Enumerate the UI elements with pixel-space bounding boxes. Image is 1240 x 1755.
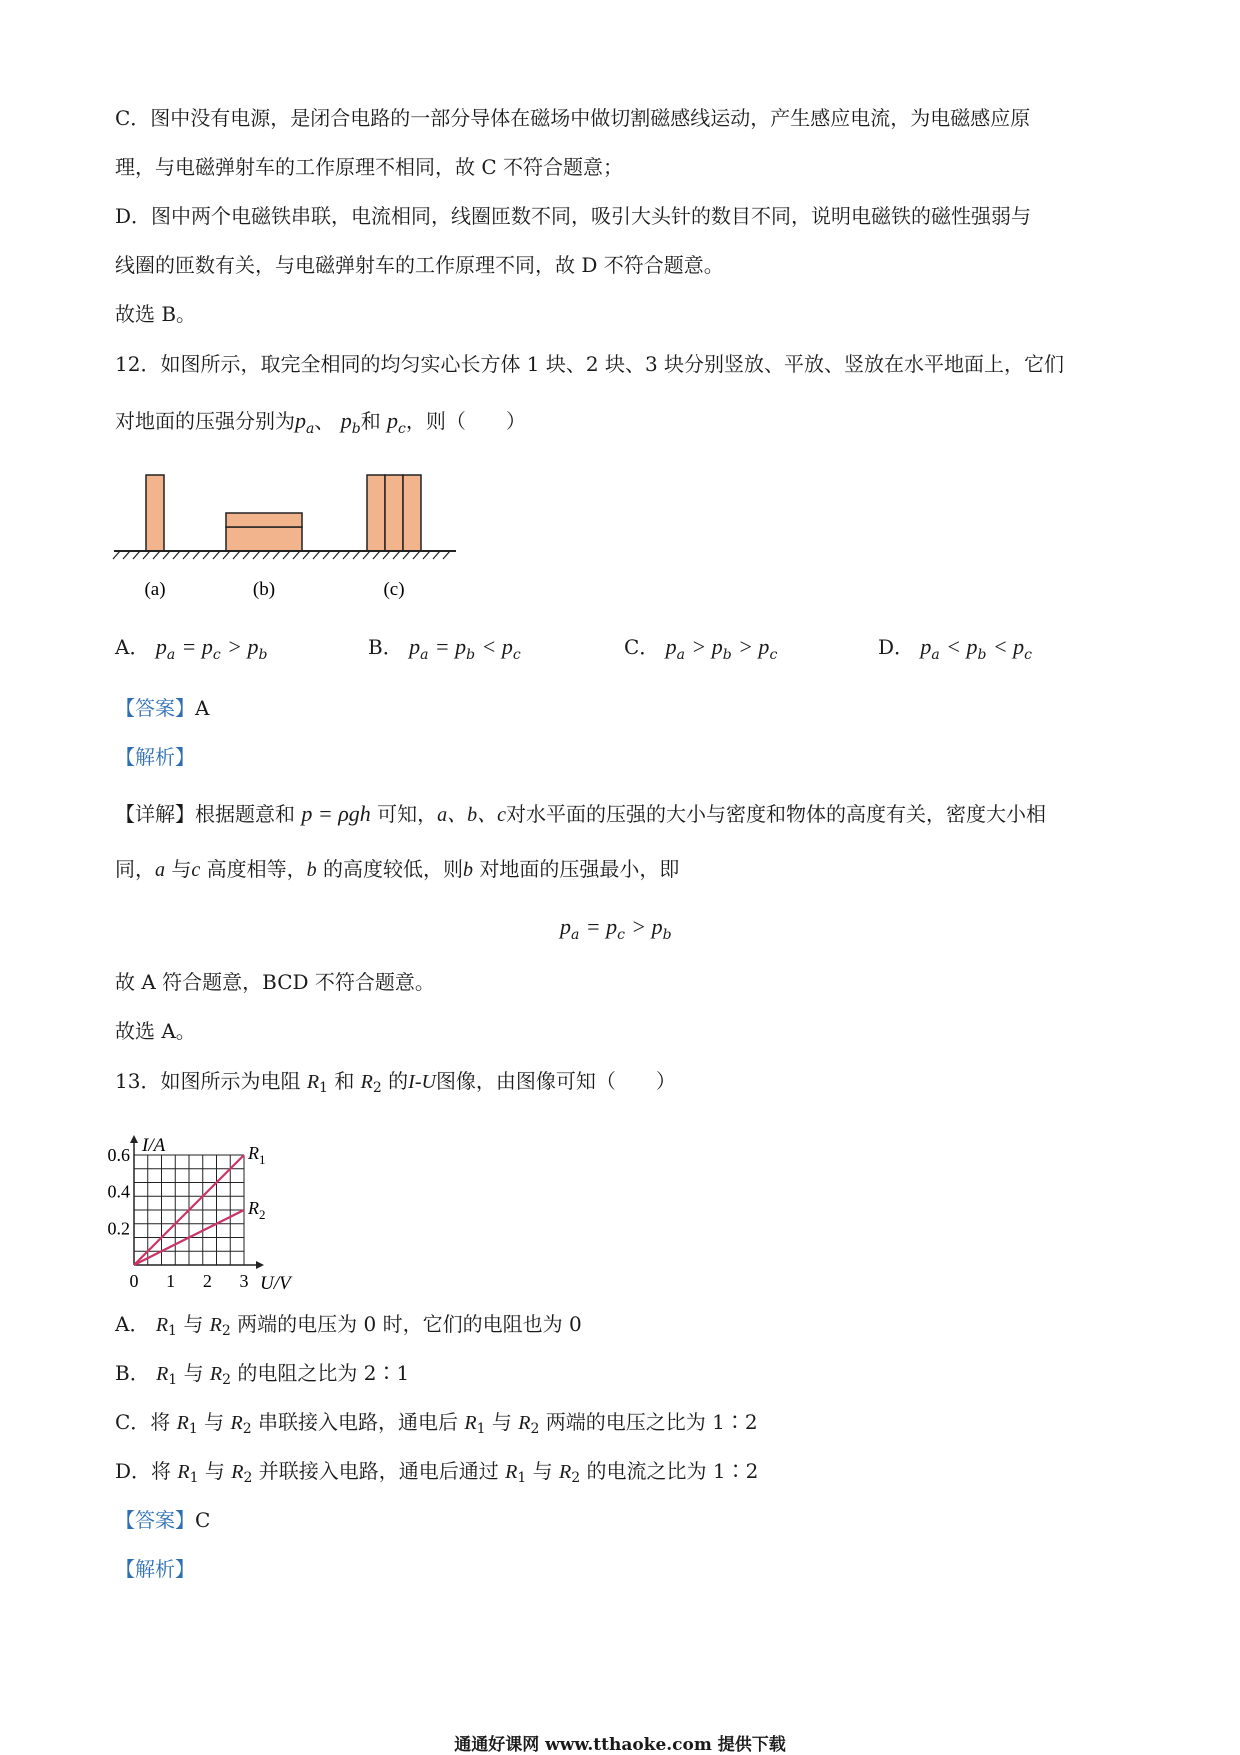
footer: 通通好课网 www.tthaoke.com 提供下载 (454, 1735, 786, 1755)
label-c: (c) (383, 579, 405, 600)
q12-option-d[interactable]: D． $p_a < p_b < p_c$ (878, 634, 1033, 663)
q12-option-b[interactable]: B． $p_a = p_b < p_c$ (368, 634, 521, 663)
y-tick-label: 0.4 (107, 1181, 130, 1202)
q12-result-formula: $p_a = p_c > p_b$ (560, 914, 672, 943)
text-line: 故 A 符合题意，BCD 不符合题意。 (115, 970, 435, 994)
y-axis-arrow (130, 1135, 138, 1143)
block-c-2 (385, 475, 403, 551)
text-line: 故选 B。 (115, 302, 197, 326)
q13-answer: 【答案】C (115, 1508, 211, 1532)
block-b-lower (226, 527, 302, 551)
q12-detail-1: 【详解】根据题意和 p = ρgh 可知，a、b、c对水平面的压强的大小与密度和物体的高度有关，密度大小相 (115, 801, 1047, 826)
q12-answer: 【答案】A (115, 696, 210, 720)
q12-option-a[interactable]: A． $p_a = p_c > p_b$ (115, 634, 268, 663)
ground-hatch (113, 551, 450, 559)
text-line: D．图中两个电磁铁串联，电流相同，线圈匝数不同，吸引大头针的数目不同，说明电磁铁的磁性强弱与 (115, 204, 1032, 228)
text-line: C．图中没有电源，是闭合电路的一部分导体在磁场中做切割磁感线运动，产生感应电流，为电磁感应原 (115, 106, 1031, 130)
y-axis-label: I/A (142, 1135, 166, 1156)
q12-figure (110, 465, 470, 610)
block-c-1 (367, 475, 385, 551)
block-b-upper (226, 513, 302, 527)
label-a: (a) (144, 579, 166, 600)
q13-analysis-tag: 【解析】 (115, 1557, 195, 1581)
text-line: 故选 A。 (115, 1019, 196, 1043)
q12-detail-2: 同，a 与c 高度相等，b 的高度较低，则b 对地面的压强最小，即 (115, 857, 680, 881)
x-axis-arrow (256, 1261, 264, 1269)
series-label-r1: $R_1$ (248, 1143, 266, 1167)
text-line: 线圈的匝数有关，与电磁弹射车的工作原理不同，故 D 不符合题意。 (115, 253, 724, 277)
block-a (146, 475, 164, 551)
iu-chart (107, 1110, 340, 1300)
q13-option-d[interactable]: D．将 $R_1$ 与 $R_2$ 并联接入电路，通电后通过 $R_1$ 与 $R_2$ 的电流之比为 1∶2 (115, 1459, 759, 1486)
label-b: (b) (252, 579, 276, 600)
q12-analysis-tag: 【解析】 (115, 745, 195, 769)
y-tick-label: 0.2 (107, 1218, 130, 1239)
y-tick-label: 0.6 (107, 1145, 130, 1165)
q12-stem: 12．如图所示，取完全相同的均匀实心长方体 1 块、2 块、3 块分别竖放、平放、竖放在水平地面上，它们 (115, 352, 1065, 376)
series-label-r2: $R_2$ (248, 1198, 266, 1222)
x-tick-label: 0 (129, 1271, 139, 1291)
q12-option-c[interactable]: C． $p_a > p_b > p_c$ (624, 634, 778, 663)
x-tick-label: 3 (239, 1271, 249, 1291)
x-tick-label: 2 (202, 1271, 212, 1291)
x-tick-label: 1 (166, 1271, 176, 1291)
text-line: 理，与电磁弹射车的工作原理不相同，故 C 不符合题意； (115, 155, 624, 179)
x-axis-label: U/V (260, 1273, 291, 1294)
q13-option-a[interactable]: A． $R_1$ 与 $R_2$ 两端的电压为 0 时，它们的电阻也为 0 (115, 1312, 582, 1339)
q13-stem: 13．如图所示为电阻 $R_1$ 和 $R_2$ 的I-U图像，由图像可知（ ） (115, 1069, 676, 1096)
block-c-3 (403, 475, 421, 551)
q13-option-b[interactable]: B． $R_1$ 与 $R_2$ 的电阻之比为 2∶1 (115, 1361, 410, 1388)
q13-option-c[interactable]: C．将 $R_1$ 与 $R_2$ 串联接入电路，通电后 $R_1$ 与 $R_2$ 两端的电压之比为 1∶2 (115, 1410, 758, 1437)
q12-stem-2: 对地面的压强分别为$p_a$、 $p_b$和 $p_c$，则（ ） (115, 408, 526, 437)
